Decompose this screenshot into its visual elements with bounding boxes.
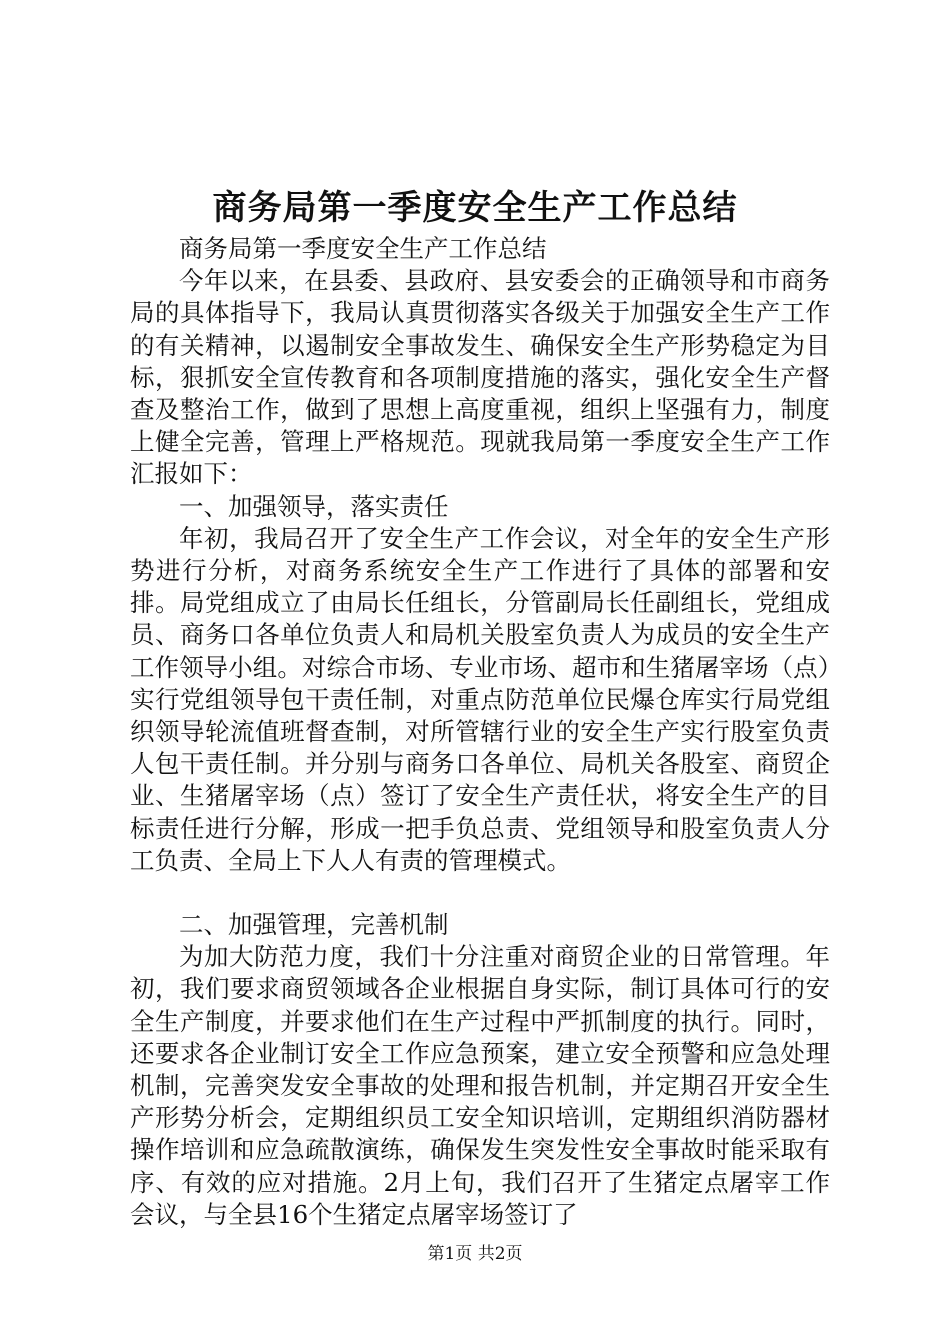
section-heading-1: 一、加强领导，落实责任 — [179, 491, 449, 521]
page-footer: 第1页 共2页 — [427, 1244, 523, 1264]
body-paragraph-section-1: 年初，我局召开了安全生产工作会议，对全年的安全生产形势进行分析，对商务系统安全生产工作进行了具体的部署和安排。局党组成立了由局长任组长，分管副局长任副组长，党组成员、商务口各单位负责人和局机关股室负责人为成员的安全生产工作领导小组。对综合市场、专业市场、超市和生猪屠宰场（点）实行党组领导包干责任制，对重点防范单位民爆仓库实行局党组织领导轮流值班督查制，对所管辖行业的安全生产实行股室负责人包干责任制。并分别与商务口各单位、局机关各股室、商贸企业、生猪屠宰场（点）签订了安全生产责任状，将安全生产的目标责任进行分解，形成一把手负总责、党组领导和股室负责人分工负责、全局上下人人有责的管理模式。 — [130, 523, 830, 875]
document-title: 商务局第一季度安全生产工作总结 — [212, 188, 738, 228]
body-paragraph-section-2: 为加大防范力度，我们十分注重对商贸企业的日常管理。年初，我们要求商贸领域各企业根据自身实际，制订具体可行的安全生产制度，并要求他们在生产过程中严抓制度的执行。同时，还要求各企业制订安全工作应急预案，建立安全预警和应急处理机制，完善突发安全事故的处理和报告机制，并定期召开安全生产形势分析会，定期组织员工安全知识培训，定期组织消防器材操作培训和应急疏散演练，确保发生突发性安全事故时能采取有序、有效的应对措施。2月上旬，我们召开了生猪定点屠宰工作会议，与全县16个生猪定点屠宰场签订了 — [130, 942, 830, 1229]
body-paragraph-intro: 今年以来，在县委、县政府、县安委会的正确领导和市商务局的具体指导下，我局认真贯彻落实各级关于加强安全生产工作的有关精神，以遏制安全事故发生、确保安全生产形势稳定为目标，狠抓安全宣传教育和各项制度措施的落实，强化安全生产督查及整治工作，做到了思想上高度重视，组织上坚强有力，制度上健全完善，管理上严格规范。现就我局第一季度安全生产工作汇报如下： — [130, 266, 830, 489]
document-body — [130, 233, 830, 1231]
body-paragraph-subtitle: 商务局第一季度安全生产工作总结 — [179, 234, 547, 263]
section-heading-2: 二、加强管理，完善机制 — [179, 910, 449, 940]
